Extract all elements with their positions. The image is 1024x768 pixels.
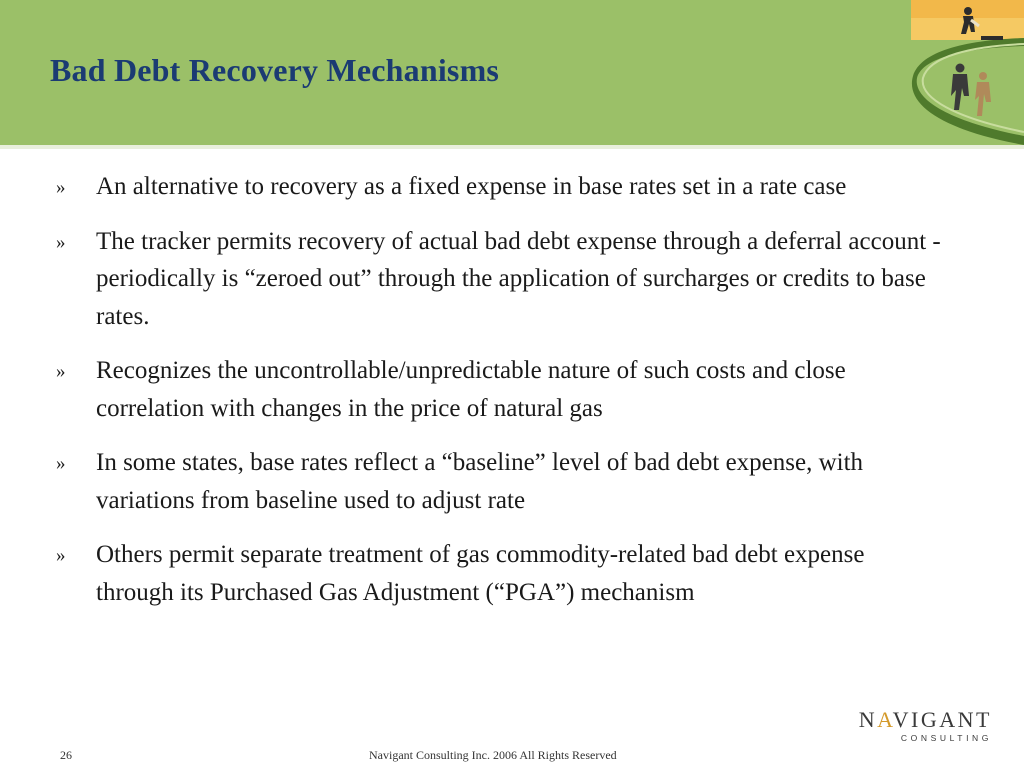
logo-letters-start: N: [858, 707, 878, 732]
bullet-marker: »: [56, 545, 66, 566]
slide-title: Bad Debt Recovery Mechanisms: [50, 52, 500, 88]
navigant-logo: [852, 708, 992, 743]
bullet-marker: »: [56, 361, 66, 382]
bullet-text: The tracker permits recovery of actual bad debt expense through a deferral account - periodically is “zeroed out” through the application of surcharges or credits to base rates.: [96, 227, 941, 330]
logo-letters-end: VIGANT: [892, 707, 992, 732]
bullet-marker: »: [56, 177, 66, 198]
bullet-item: [56, 536, 946, 611]
bullet-item: [56, 352, 946, 427]
people-walking-path-illustration-icon: [911, 0, 1024, 145]
bullet-text: An alternative to recovery as a fixed expense in base rates set in a rate case: [96, 173, 847, 200]
bullet-text: Others permit separate treatment of gas commodity-related bad debt expense through its Purchased Gas Adjustment (“PGA”) mechanism: [96, 541, 865, 606]
page-number: 26: [60, 748, 72, 762]
bullet-marker: »: [56, 453, 66, 474]
bullet-marker: »: [56, 231, 66, 253]
bullet-text: Recognizes the uncontrollable/unpredictable nature of such costs and close correlation with changes in the price of natural gas: [96, 357, 846, 422]
copyright-notice: Navigant Consulting Inc. 2006 All Rights Reserved: [369, 748, 617, 762]
logo-accent-letter: A: [877, 707, 893, 732]
bullet-text: In some states, base rates reflect a “baseline” level of bad debt expense, with variations from baseline used to adjust rate: [96, 449, 864, 514]
bullet-item: [56, 168, 946, 206]
bullet-item: [56, 444, 946, 519]
logo-wordmark: [852, 708, 992, 732]
header-divider: [0, 145, 1024, 149]
logo-subtitle: CONSULTING: [900, 733, 992, 743]
bullet-item: [56, 223, 946, 336]
bullet-list: [56, 168, 946, 628]
